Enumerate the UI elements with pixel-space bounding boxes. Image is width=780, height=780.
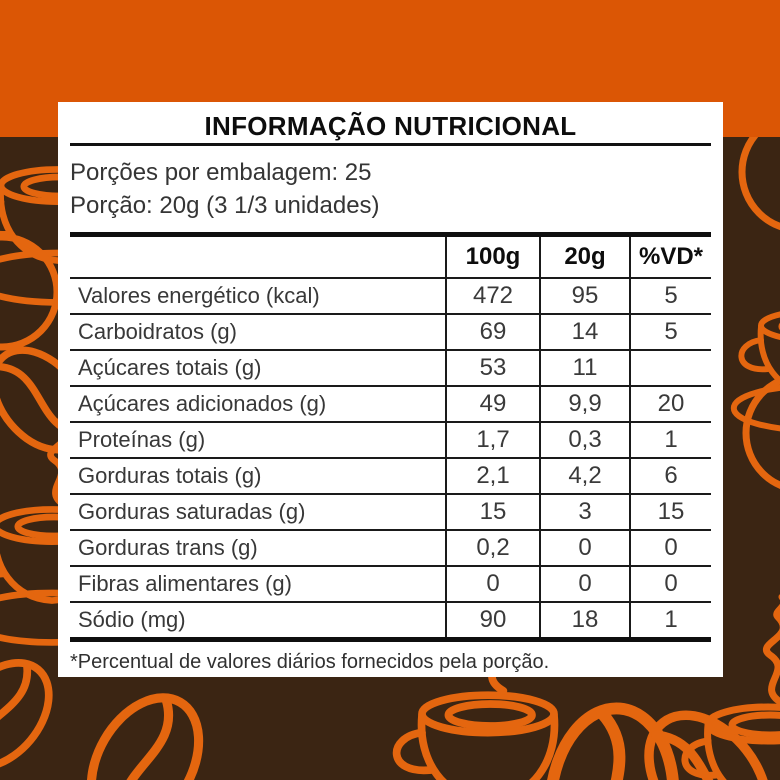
row-label: Proteínas (g)	[78, 427, 206, 452]
value-20g: 0	[540, 530, 630, 566]
table-row	[70, 566, 711, 602]
table-row	[70, 422, 711, 458]
row-label: Carboidratos (g)	[78, 319, 237, 344]
nutrition-card	[58, 102, 723, 677]
row-label: Fibras alimentares (g)	[78, 571, 292, 596]
table-row	[70, 602, 711, 640]
value-100g: 2,1	[446, 458, 540, 494]
footnote: *Percentual de valores diários fornecidos pela porção.	[70, 651, 550, 673]
row-label: Gorduras trans (g)	[78, 535, 258, 560]
value-vd: 5	[630, 314, 711, 350]
row-label: Açúcares adicionados (g)	[78, 391, 327, 416]
value-100g: 69	[446, 314, 540, 350]
value-vd: 1	[630, 422, 711, 458]
nutrition-title: INFORMAÇÃO NUTRICIONAL	[204, 111, 577, 141]
value-vd: 15	[630, 494, 711, 530]
value-20g: 14	[540, 314, 630, 350]
value-vd: 0	[630, 530, 711, 566]
value-vd: 6	[630, 458, 711, 494]
table-row	[70, 530, 711, 566]
table-row	[70, 278, 711, 314]
table-row	[70, 350, 711, 386]
value-20g: 18	[540, 602, 630, 640]
row-label: Gorduras saturadas (g)	[78, 499, 306, 524]
value-vd: 0	[630, 566, 711, 602]
value-20g: 4,2	[540, 458, 630, 494]
value-100g: 49	[446, 386, 540, 422]
value-20g: 11	[540, 350, 630, 386]
column-header-100g: 100g	[446, 235, 540, 279]
title-divider	[70, 143, 711, 146]
column-header-vd: %VD*	[630, 235, 711, 279]
row-label: Açúcares totais (g)	[78, 355, 262, 380]
value-100g: 90	[446, 602, 540, 640]
row-label: Sódio (mg)	[78, 607, 186, 632]
servings-per-package: Porções por embalagem: 25	[70, 159, 372, 186]
table-row	[70, 314, 711, 350]
row-label: Gorduras totais (g)	[78, 463, 262, 488]
value-vd	[630, 350, 711, 386]
value-vd: 5	[630, 278, 711, 314]
value-vd: 1	[630, 602, 711, 640]
value-20g: 0,3	[540, 422, 630, 458]
value-100g: 15	[446, 494, 540, 530]
table-row	[70, 458, 711, 494]
value-100g: 0	[446, 566, 540, 602]
serving-size: Porção: 20g (3 1/3 unidades)	[70, 192, 380, 219]
column-header-empty	[70, 235, 446, 279]
value-20g: 3	[540, 494, 630, 530]
value-100g: 0,2	[446, 530, 540, 566]
row-label: Valores energético (kcal)	[78, 283, 320, 308]
value-vd: 20	[630, 386, 711, 422]
value-100g: 1,7	[446, 422, 540, 458]
nutrition-table	[70, 232, 711, 642]
value-20g: 95	[540, 278, 630, 314]
table-row	[70, 494, 711, 530]
table-row	[70, 386, 711, 422]
value-100g: 472	[446, 278, 540, 314]
value-20g: 0	[540, 566, 630, 602]
value-20g: 9,9	[540, 386, 630, 422]
value-100g: 53	[446, 350, 540, 386]
table-header-row	[70, 235, 711, 279]
column-header-20g: 20g	[540, 235, 630, 279]
